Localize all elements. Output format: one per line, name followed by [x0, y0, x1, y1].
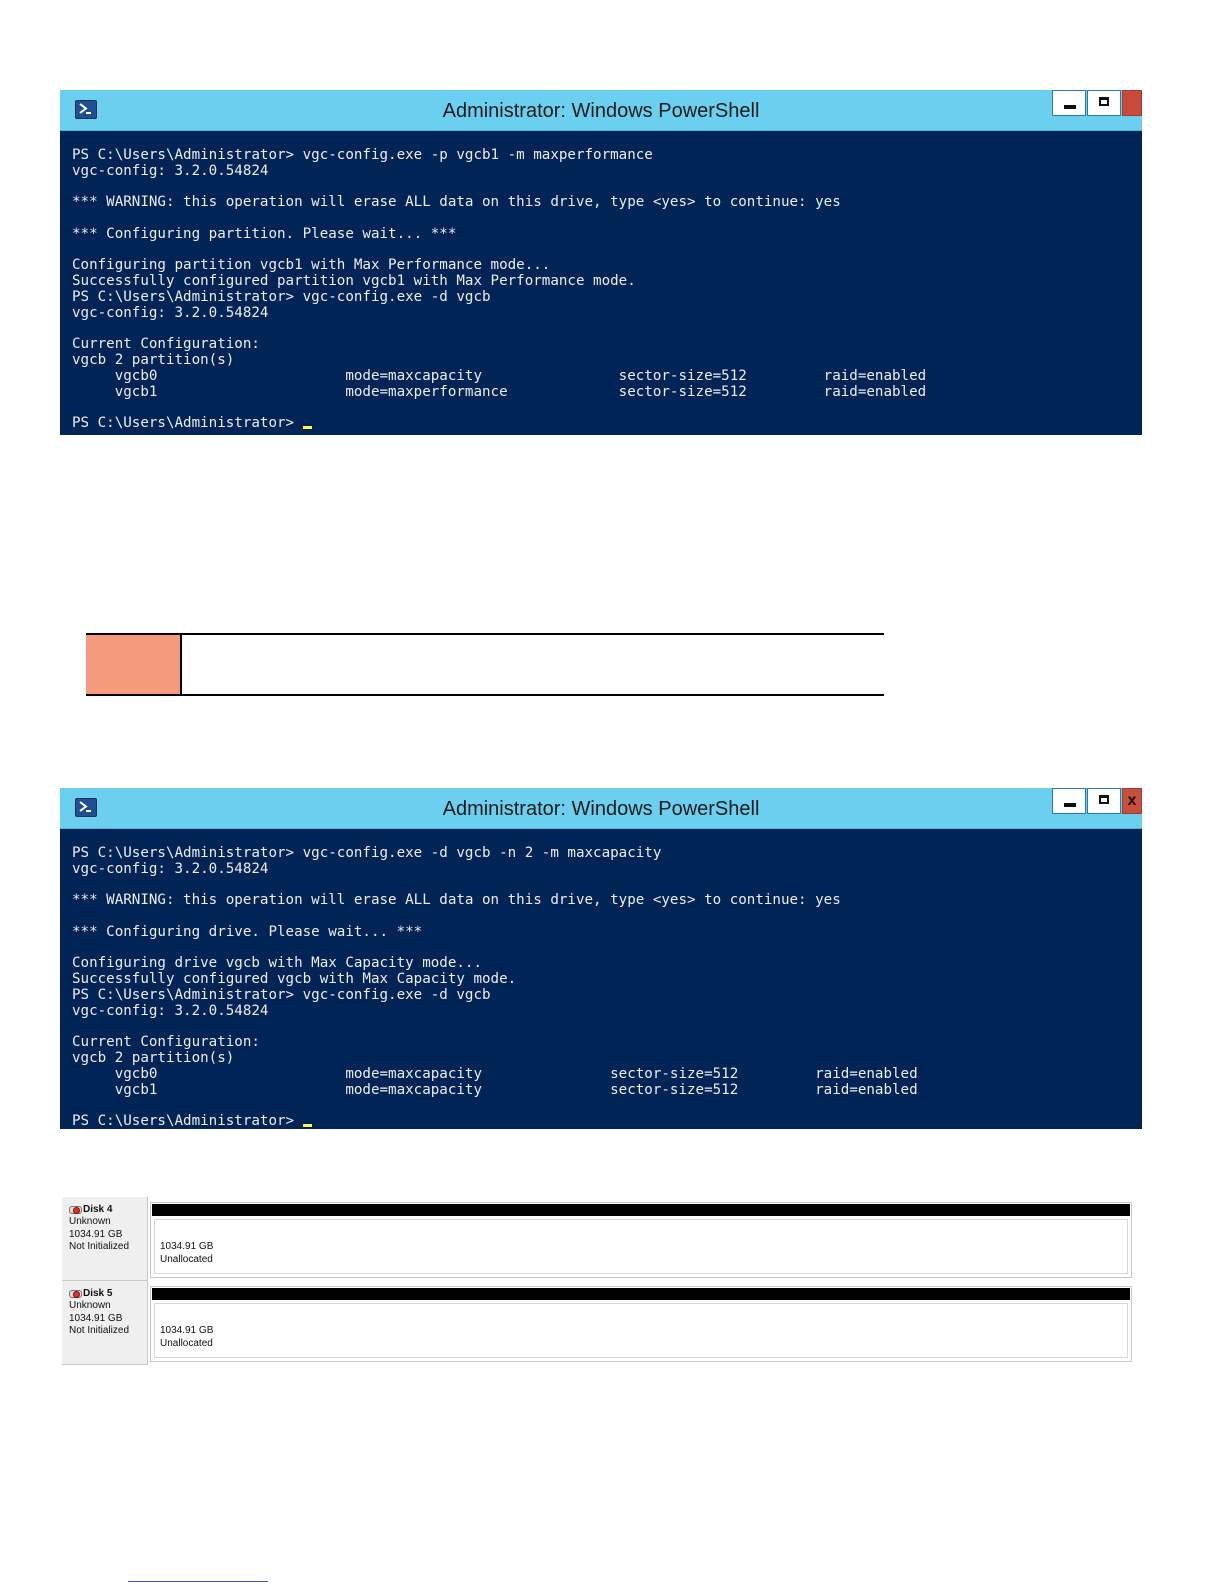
console-line: Successfully configured vgcb with Max Capacity mode.	[72, 971, 517, 988]
disk-status: Not Initialized	[69, 1325, 130, 1337]
console-line: PS C:\Users\Administrator> vgc-config.exe -p vgcb1 -m maxperformance	[72, 146, 653, 163]
disk-row-disk-4[interactable]	[62, 1197, 1132, 1280]
volume-state: Unallocated	[160, 1337, 213, 1349]
title-bar[interactable]	[60, 90, 1142, 131]
console-line: PS C:\Users\Administrator> vgc-config.exe -d vgcb	[72, 986, 491, 1003]
console-line: vgcb0 mode=maxcapacity sector-size=512 raid=enabled	[72, 1065, 918, 1082]
console-line: Current Configuration:	[72, 336, 260, 353]
footnote-rule	[128, 1581, 268, 1582]
volume-region[interactable]	[150, 1202, 1132, 1278]
console-line: vgc-config: 3.2.0.54824	[72, 304, 269, 321]
console-line	[72, 401, 1132, 417]
console-line: PS C:\Users\Administrator> vgc-config.exe -d vgcb -n 2 -m maxcapacity	[72, 844, 662, 861]
volume-size: 1034.91 GB	[160, 1241, 214, 1252]
console-line: *** Configuring drive. Please wait... ***	[72, 923, 423, 940]
volume-size: 1034.91 GB	[160, 1325, 214, 1336]
disk-status: Not Initialized	[69, 1241, 130, 1253]
disk-row-disk-5[interactable]	[62, 1281, 1132, 1364]
maximize-button[interactable]	[1087, 90, 1121, 116]
console-line	[72, 877, 1132, 893]
callout-tab	[86, 635, 182, 694]
close-button[interactable]	[1122, 90, 1142, 116]
console-line	[72, 1020, 1132, 1036]
console-line: PS C:\Users\Administrator> vgc-config.exe -d vgcb	[72, 288, 491, 305]
minimize-button[interactable]	[1052, 90, 1086, 116]
disk-not-initialized-icon	[69, 1290, 82, 1298]
close-button[interactable]: x	[1122, 788, 1142, 814]
volume-header-bar	[152, 1288, 1130, 1300]
volume-state: Unallocated	[160, 1253, 213, 1265]
console-line: vgcb1 mode=maxperformance sector-size=512 raid=enabled	[72, 383, 927, 400]
powershell-window-2[interactable]	[60, 788, 1142, 1129]
console-output[interactable]	[72, 132, 1132, 464]
prompt-line[interactable]	[72, 1114, 1132, 1130]
disk-name: Disk 5	[83, 1288, 113, 1299]
disk-type: Unknown	[69, 1300, 111, 1312]
maximize-icon	[1099, 97, 1109, 106]
disk-name: Disk 4	[83, 1204, 113, 1215]
volume-header-bar	[152, 1204, 1130, 1216]
disk-type: Unknown	[69, 1216, 111, 1228]
console-line	[72, 179, 1132, 195]
disk-info-panel[interactable]	[62, 1197, 148, 1281]
console-line: Configuring drive vgcb with Max Capacity mode...	[72, 955, 482, 972]
disk-size: 1034.91 GB	[69, 1312, 123, 1324]
minimize-icon	[1064, 803, 1076, 807]
window-title: Administrator: Windows PowerShell	[442, 100, 760, 122]
title-bar[interactable]	[60, 788, 1142, 829]
console-line: vgcb0 mode=maxcapacity sector-size=512 raid=enabled	[72, 367, 927, 384]
console-line: Configuring partition vgcb1 with Max Performance mode...	[72, 257, 551, 274]
powershell-window-1[interactable]	[60, 90, 1142, 435]
window-controls	[1051, 788, 1142, 818]
minimize-button[interactable]	[1052, 788, 1086, 814]
prompt-text: PS C:\Users\Administrator>	[72, 1113, 303, 1130]
console-line: *** WARNING: this operation will erase ALL data on this drive, type <yes> to continue: yes	[72, 892, 841, 909]
console-line	[72, 211, 1132, 227]
console-line: vgcb 2 partition(s)	[72, 352, 235, 369]
prompt-line[interactable]	[72, 416, 1132, 432]
disk-not-initialized-icon	[69, 1206, 82, 1214]
unallocated-space[interactable]	[154, 1303, 1128, 1358]
window-title: Administrator: Windows PowerShell	[442, 798, 760, 820]
console-output[interactable]	[72, 830, 1132, 1162]
console-line: vgcb 2 partition(s)	[72, 1050, 235, 1067]
console-line: vgcb1 mode=maxcapacity sector-size=512 raid=enabled	[72, 1081, 918, 1098]
console-line	[72, 941, 1132, 957]
text-cursor	[303, 1124, 312, 1127]
volume-region[interactable]	[150, 1286, 1132, 1362]
console-line: *** Configuring partition. Please wait... ***	[72, 225, 457, 242]
disk-size: 1034.91 GB	[69, 1228, 123, 1240]
console-line	[72, 243, 1132, 259]
unallocated-space[interactable]	[154, 1219, 1128, 1274]
console-line	[72, 1099, 1132, 1115]
console-line: *** WARNING: this operation will erase ALL data on this drive, type <yes> to continue: yes	[72, 194, 841, 211]
window-controls	[1051, 90, 1142, 120]
maximize-icon	[1099, 795, 1109, 804]
console-line	[72, 322, 1132, 338]
console-line: Current Configuration:	[72, 1034, 260, 1051]
console-line	[72, 909, 1132, 925]
minimize-icon	[1064, 105, 1076, 109]
maximize-button[interactable]	[1087, 788, 1121, 814]
prompt-text: PS C:\Users\Administrator>	[72, 415, 303, 432]
note-callout	[86, 633, 884, 696]
console-line: vgc-config: 3.2.0.54824	[72, 162, 269, 179]
console-line: vgc-config: 3.2.0.54824	[72, 860, 269, 877]
disk-info-panel[interactable]	[62, 1281, 148, 1365]
console-line: Successfully configured partition vgcb1 with Max Performance mode.	[72, 273, 636, 290]
text-cursor	[303, 426, 312, 429]
console-line: vgc-config: 3.2.0.54824	[72, 1002, 269, 1019]
